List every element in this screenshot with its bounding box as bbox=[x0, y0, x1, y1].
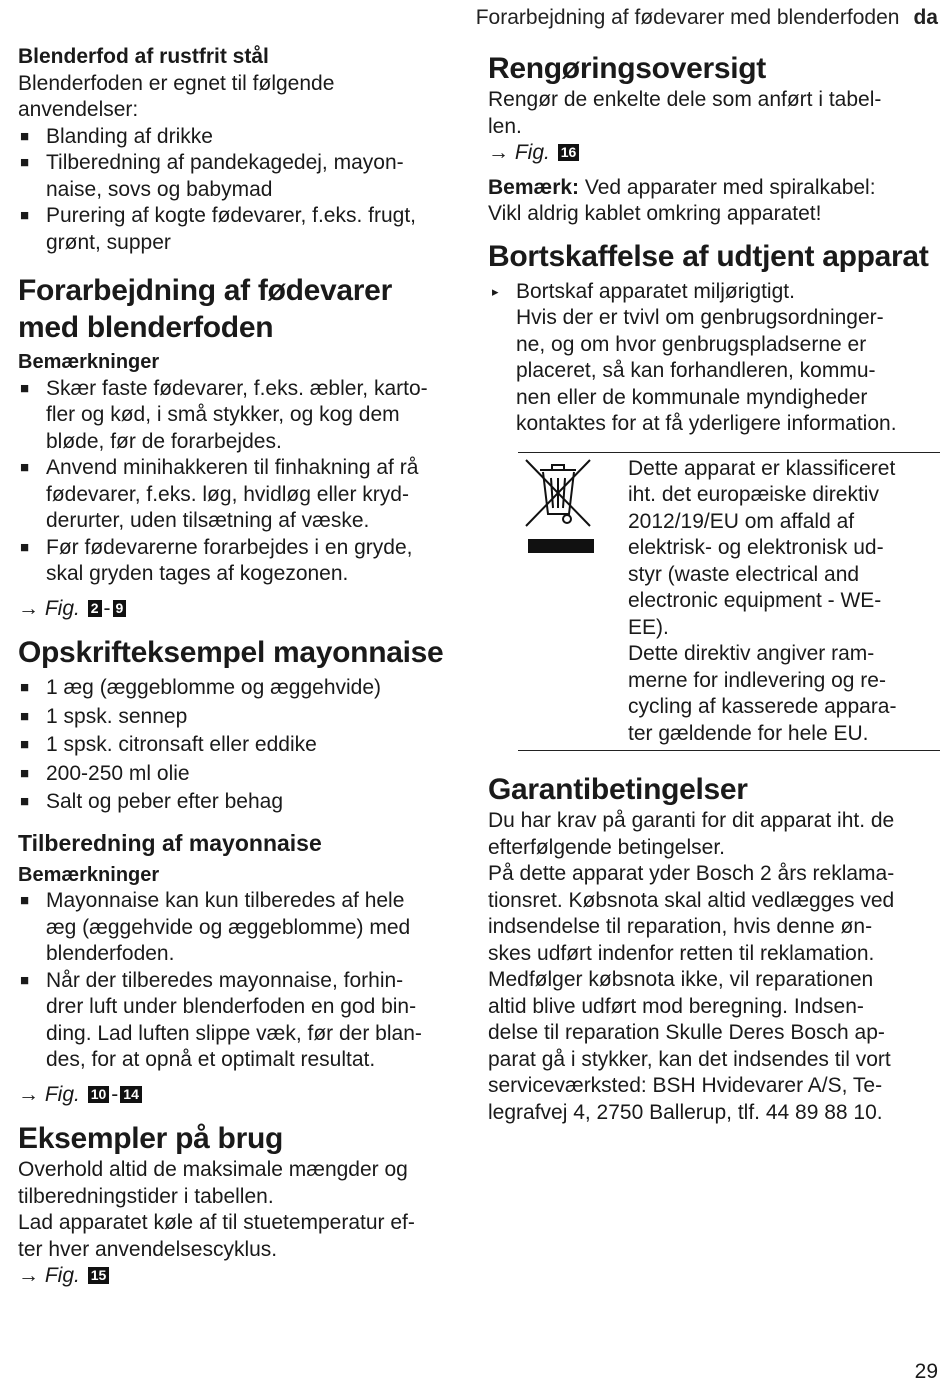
usage-list bbox=[18, 124, 463, 257]
section-heading: Eksempler på brug bbox=[18, 1122, 283, 1155]
list-item: ■ Blanding af drikke bbox=[18, 124, 463, 151]
section-heading: Bortskaffelse af udtjent apparat bbox=[488, 239, 929, 273]
section-heading: Rengøringsoversigt bbox=[488, 52, 766, 85]
figure-number-badge: 2 bbox=[88, 600, 102, 617]
arrow-icon: → bbox=[18, 1264, 39, 1287]
list-item: ■ Salt og peber efter behag bbox=[18, 788, 463, 816]
body-line: Rengør de enkelte dele som anført i tabel- bbox=[488, 88, 882, 111]
body-line: Overhold altid de maksimale mængder og bbox=[18, 1158, 408, 1181]
section-forarbejdning bbox=[18, 272, 463, 622]
arrow-icon: → bbox=[18, 1082, 39, 1106]
intro-line: Blenderfoden er egnet til følgende bbox=[18, 71, 335, 95]
ingredients-list bbox=[18, 674, 463, 816]
weee-bar bbox=[528, 539, 594, 553]
running-header bbox=[476, 6, 938, 30]
bullet-icon: ■ bbox=[20, 127, 30, 145]
section-opskrift bbox=[18, 634, 463, 816]
note-text: Vikl aldrig kablet omkring apparatet! bbox=[488, 202, 822, 225]
body-line: Lad apparatet køle af til stuetemperatur ef- bbox=[18, 1211, 415, 1234]
notes-label: Bemærkninger bbox=[18, 863, 160, 886]
instruction-item: ▸ Bortskaf apparatet miljørigtigt. bbox=[488, 279, 940, 306]
list-item: ■ Skær faste fødevarer, f.eks. æbler, karto- fler og kød, i små stykker, og kog dem bløde, før de forarbejdes. bbox=[20, 376, 428, 453]
section-heading: Garantibetingelser bbox=[488, 773, 748, 806]
disposal-info: Hvis der er tvivl om genbrugsordninger- ne, og om hvor genbrugspladserne er placeret, så kan forhandleren, kommu- nen eller de kommunale myndigheder kontaktes for at få yderligere information. bbox=[516, 306, 897, 435]
figure-reference: → Fig. 16 bbox=[488, 140, 940, 167]
bullet-icon: ■ bbox=[20, 207, 30, 224]
left-column bbox=[18, 44, 463, 1290]
list-item: ■ Mayonnaise kan kun tilberedes af hele æg (æggehvide og æggeblomme) med blenderfoden. bbox=[20, 889, 411, 965]
bullet-icon: ■ bbox=[20, 707, 30, 725]
notes-label: Bemærkninger bbox=[18, 351, 160, 373]
bullet-icon: ■ bbox=[20, 793, 30, 810]
weee-notice bbox=[518, 452, 940, 752]
section-heading: Tilberedning af mayonnaise bbox=[18, 829, 322, 856]
section-rengoring bbox=[488, 50, 940, 228]
section-heading: Forarbejdning af fødevarer med blenderfoden bbox=[18, 274, 392, 344]
page-number: 29 bbox=[914, 1360, 938, 1383]
section-heading: Blenderfod af rustfrit stål bbox=[18, 45, 269, 68]
list-item: ■ Før fødevarerne forarbejdes i en gryde, skal gryden tages af kogezonen. bbox=[20, 535, 413, 585]
header-title: Forarbejdning af fødevarer med blenderfoden bbox=[475, 6, 900, 29]
bullet-icon: ■ bbox=[20, 538, 30, 556]
notes-list bbox=[18, 376, 463, 588]
list-item: ■ 1 æg (æggeblomme og æggehvide) bbox=[18, 674, 463, 702]
bullet-icon: ■ bbox=[20, 679, 30, 696]
crossed-out-wheelie-bin-icon bbox=[518, 456, 628, 748]
intro-line: anvendelser: bbox=[18, 98, 139, 121]
figure-number-badge: 9 bbox=[113, 600, 127, 617]
section-blenderfod bbox=[18, 44, 463, 256]
bullet-icon: ■ bbox=[20, 892, 30, 909]
bullet-icon: ■ bbox=[20, 971, 30, 989]
note-text: Bemærk: Ved apparater med spiralkabel: bbox=[488, 175, 876, 199]
list-item: ■ Tilberedning af pandekagedej, mayon- naise, sovs og babymad bbox=[20, 151, 404, 201]
bullet-icon: ■ bbox=[20, 736, 30, 753]
arrow-icon: → bbox=[18, 596, 39, 620]
section-eksempler bbox=[18, 1120, 463, 1290]
figure-reference: → Fig. 2 - 9 bbox=[18, 596, 463, 623]
figure-reference: → Fig. 10 - 14 bbox=[18, 1082, 463, 1109]
body-line: len. bbox=[488, 114, 522, 138]
section-bortskaffelse bbox=[488, 238, 940, 752]
list-item: ■ 200-250 ml olie bbox=[18, 760, 463, 788]
figure-reference: → Fig. 15 bbox=[18, 1263, 463, 1290]
figure-number-badge: 16 bbox=[558, 144, 580, 161]
notes-list bbox=[18, 888, 463, 1074]
list-item: ■ Purering af kogte fødevarer, f.eks. frugt, grønt, supper bbox=[20, 204, 417, 254]
section-heading: Opskrifteksempel mayonnaise bbox=[18, 636, 444, 669]
body-line: ter hver anvendelsescyklus. bbox=[18, 1237, 278, 1261]
arrow-icon: → bbox=[488, 141, 509, 164]
right-column bbox=[488, 50, 940, 1126]
figure-number-badge: 15 bbox=[88, 1267, 110, 1284]
bullet-icon: ■ bbox=[20, 764, 30, 782]
bullet-icon: ■ bbox=[20, 379, 30, 397]
language-code: da bbox=[913, 6, 938, 29]
figure-number-badge: 14 bbox=[120, 1086, 142, 1103]
weee-text: Dette apparat er klassificeret iht. det europæiske direktiv 2012/19/EU om affald af elektrisk- og elektronisk ud- styr (waste electrical and electronic equipment - WE- EE). Dette direktiv angiver ram- merne for indlevering og re- cycling af kasserede appara- ter gældende for hele EU. bbox=[628, 456, 897, 745]
note-label: Bemærk: bbox=[488, 175, 580, 199]
figure-number-badge: 10 bbox=[88, 1086, 110, 1103]
list-item: ■ 1 spsk. citronsaft eller eddike bbox=[18, 731, 463, 759]
section-garanti: Garantibetingelser Du har krav på garanti for dit apparat iht. de efterfølgende betingelser. På dette apparat yder Bosch 2 års reklama- tionsret. Købsnota skal altid vedlægges ved indsendelse til reparation, hvis denne øn- skes udført indenfor retten til reklamation. Medfølger købsnota ikke, vil reparationen altid blive udført mod beregning. Indsen- delse til reparation Skulle Deres Bosch ap- parat gå i stykker, kan det indsendes til vort serviceværksted: BSH Hvidevarer A/S, Te- legrafvej 4, 2750 Ballerup, tlf. 44 89 88 10. bbox=[488, 771, 940, 1126]
bullet-icon: ■ bbox=[20, 154, 30, 171]
bullet-icon: ■ bbox=[20, 459, 30, 476]
list-item: ■ Anvend minihakkeren til finhakning af rå fødevarer, f.eks. løg, hvidløg eller kryd- derurter, uden tilsætning af væske. bbox=[20, 456, 419, 532]
list-item: ■ Når der tilberedes mayonnaise, forhin- drer luft under blenderfoden en god bin- ding. Lad luften slippe væk, før der blan- des, for at opnå et optimalt resultat. bbox=[20, 968, 422, 1071]
triangle-arrow-icon: ▸ bbox=[492, 283, 499, 299]
section-tilberedning bbox=[18, 828, 463, 1109]
list-item: ■ 1 spsk. sennep bbox=[18, 703, 463, 731]
body-line: tilberedningstider i tabellen. bbox=[18, 1184, 274, 1208]
